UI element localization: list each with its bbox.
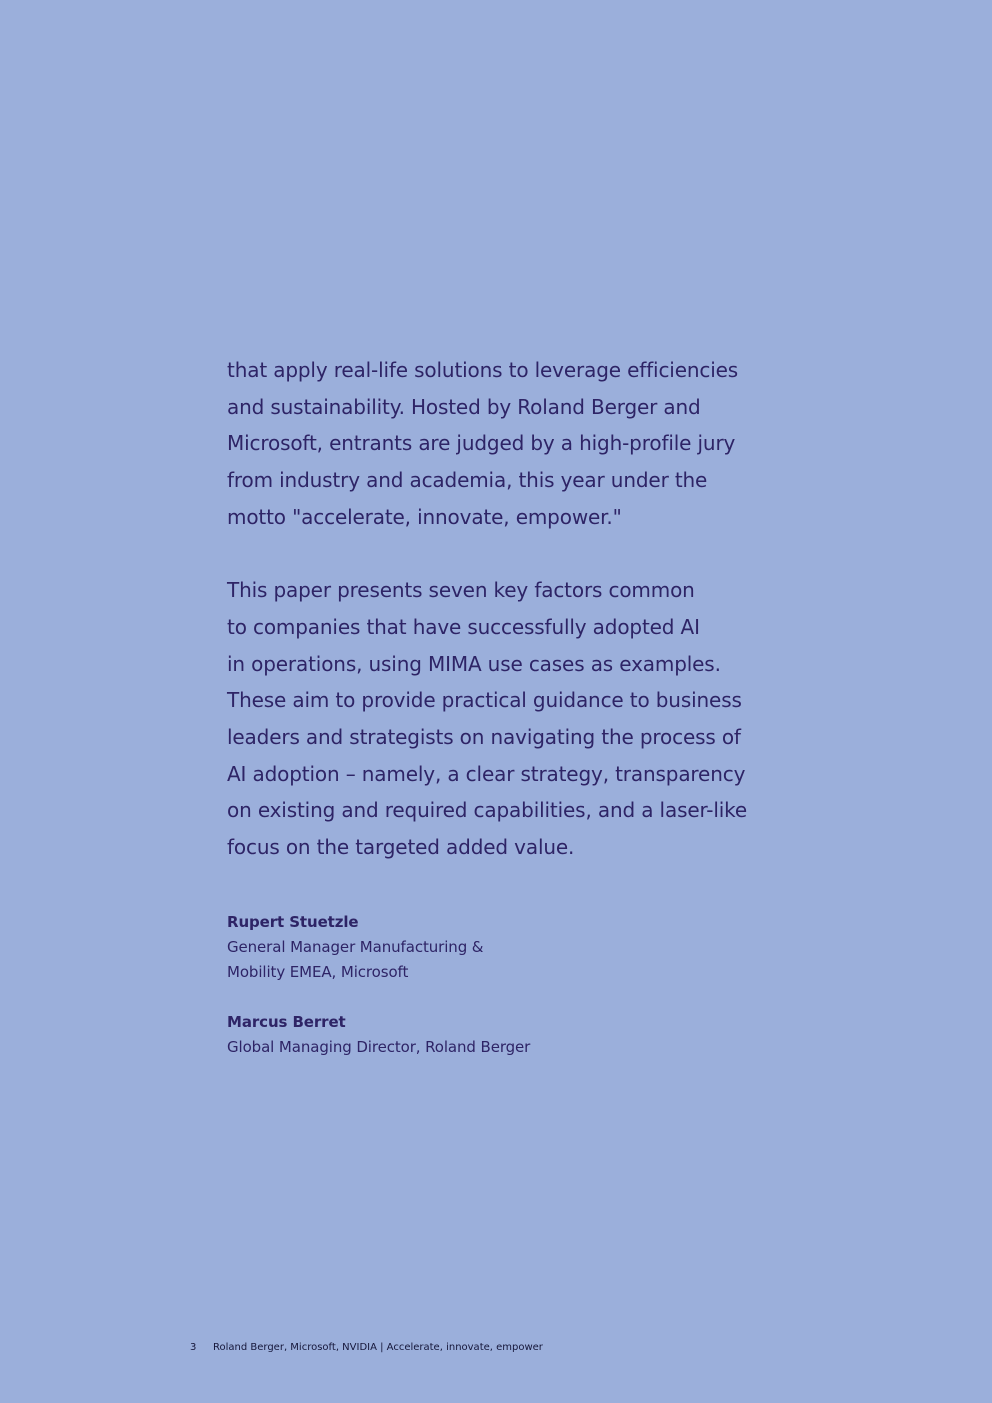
text-line: leaders and strategists on navigating the process of bbox=[227, 725, 741, 750]
text-line: from industry and academia, this year under the bbox=[227, 468, 708, 493]
summary-paragraph bbox=[227, 572, 787, 866]
text-line: Microsoft, entrants are judged by a high-profile jury bbox=[227, 431, 736, 456]
text-line: on existing and required capabilities, and a laser-like bbox=[227, 798, 748, 823]
signatory-berret bbox=[227, 1010, 787, 1060]
main-content bbox=[227, 352, 787, 1060]
text-line: that apply real-life solutions to leverage efficiencies bbox=[227, 358, 739, 382]
text-line: These aim to provide practical guidance to business bbox=[227, 688, 742, 713]
signatory-title: General Manager Manufacturing & bbox=[227, 937, 484, 956]
text-line: motto "accelerate, innovate, empower." bbox=[227, 504, 622, 529]
signatory-title: Global Managing Director, Roland Berger bbox=[227, 1037, 531, 1056]
signatory-name: Marcus Berret bbox=[227, 1012, 346, 1031]
page-number: 3 bbox=[190, 1342, 197, 1353]
text-line: focus on the targeted added value. bbox=[227, 835, 575, 860]
signatory-stuetzle bbox=[227, 910, 787, 985]
text-line: in operations, using MIMA use cases as examples. bbox=[227, 651, 721, 676]
text-line: This paper presents seven key factors common bbox=[227, 578, 695, 603]
signatories bbox=[227, 910, 787, 1060]
text-line: to companies that have successfully adopted AI bbox=[227, 614, 700, 639]
intro-paragraph bbox=[227, 352, 787, 536]
footer-text: Roland Berger, Microsoft, NVIDIA | Accelerate, innovate, empower bbox=[213, 1342, 543, 1353]
text-line: and sustainability. Hosted by Roland Berger and bbox=[227, 394, 701, 419]
page-footer bbox=[190, 1341, 543, 1355]
signatory-title: Mobility EMEA, Microsoft bbox=[227, 962, 409, 981]
signatory-name: Rupert Stuetzle bbox=[227, 912, 359, 931]
text-line: AI adoption – namely, a clear strategy, transparency bbox=[227, 761, 746, 786]
